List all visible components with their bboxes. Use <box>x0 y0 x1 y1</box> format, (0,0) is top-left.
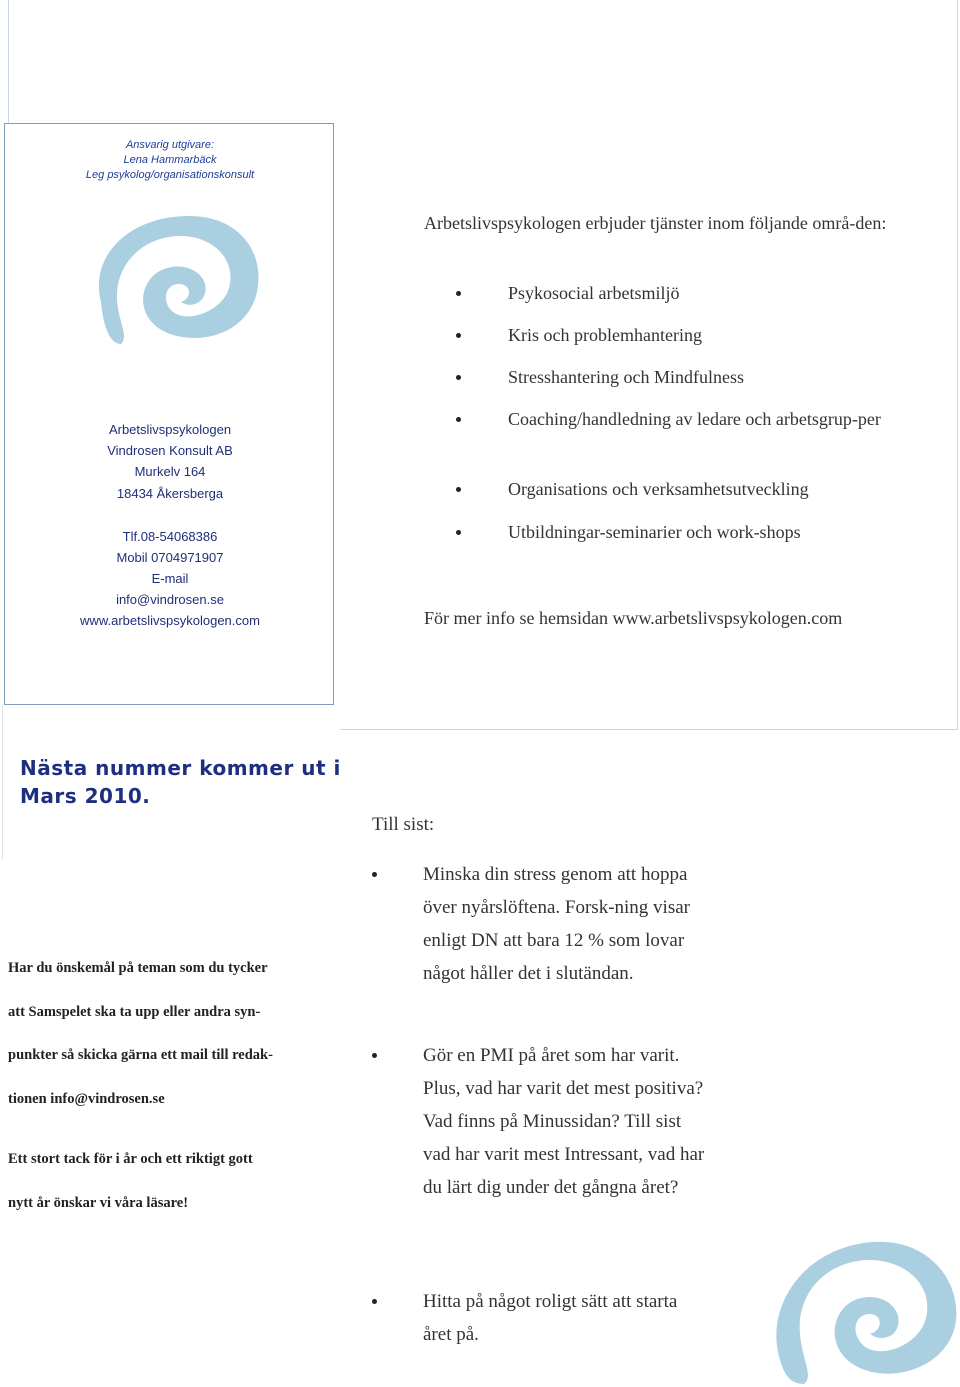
wishes-line: nytt år önskar vi våra läsare! <box>8 1195 189 1211</box>
address-city: 18434 Åkersberga <box>116 486 224 501</box>
tip-text: Minska din stress genom att hoppa över nyårslöftena. Forsk-ning visar enligt DN att bara 12 % som lovar något håller det i slutändan. <box>423 864 690 984</box>
bullet-icon <box>372 1299 377 1304</box>
wishes-line: punkter så skicka gärna ett mail till redak- <box>8 1047 273 1063</box>
tip-text: Gör en PMI på året som har varit. Plus, vad har varit det mest positiva? Vad finns på Minussidan? Till sist vad har varit mest Intressant, vad har du lärt dig under det gångna året? <box>423 1045 705 1198</box>
bullet-icon <box>456 417 461 422</box>
frame-line-left-lower <box>2 705 3 860</box>
bullet-icon <box>456 487 461 492</box>
address-email-label: E-mail <box>151 571 189 586</box>
address-street: Murkelv 164 <box>134 464 206 479</box>
till-sist-heading: Till sist: <box>372 814 435 835</box>
next-issue-heading: Nästa nummer kommer ut i Mars 2010. <box>20 756 341 808</box>
service-item-label: Stresshantering och Mindfulness <box>508 367 744 387</box>
service-item-label: Organisations och verksamhetsutveckling <box>508 479 809 499</box>
wishes-line: Har du önskemål på teman som du tycker <box>8 960 268 976</box>
service-item-label: Coaching/handledning av ledare och arbetsgrup-per <box>508 409 881 429</box>
wishes-line: att Samspelet ska ta upp eller andra syn- <box>8 1004 261 1020</box>
bullet-icon <box>456 530 461 535</box>
frame-line-right <box>957 0 958 730</box>
spiral-logo-icon <box>760 1220 960 1387</box>
services-intro: Arbetslivspsykologen erbjuder tjänster inom följande områ-den: <box>424 213 887 233</box>
service-item-label: Psykosocial arbetsmiljö <box>508 283 680 303</box>
more-info-text: För mer info se hemsidan www.arbetslivspsykologen.com <box>424 608 843 628</box>
tip-text: Hitta på något roligt sätt att starta året på. <box>423 1291 678 1345</box>
wishes-line: tionen info@vindrosen.se <box>8 1091 165 1107</box>
spiral-logo-icon <box>81 204 266 354</box>
bullet-icon <box>456 375 461 380</box>
service-item-label: Kris och problemhantering <box>508 325 702 345</box>
publisher-box <box>4 123 334 705</box>
bullet-icon <box>372 872 377 877</box>
publisher-title: Leg psykolog/organisationskonsult <box>85 169 255 181</box>
address-email-link[interactable]: info@vindrosen.se <box>116 592 224 607</box>
address-company: Arbetslivspsykologen <box>108 422 232 437</box>
bullet-icon <box>372 1053 377 1058</box>
bullet-icon <box>456 333 461 338</box>
bullet-icon <box>456 291 461 296</box>
frame-line-bottom <box>340 729 958 730</box>
address-company-ab: Vindrosen Konsult AB <box>107 443 233 458</box>
service-item-label: Utbildningar-seminarier och work-shops <box>508 522 801 542</box>
publisher-name: Lena Hammarbäck <box>123 154 217 166</box>
address-mobile: Mobil 0704971907 <box>116 550 224 565</box>
address-website-link[interactable]: www.arbetslivspsykologen.com <box>80 613 260 628</box>
frame-line-left <box>8 0 9 123</box>
publisher-heading: Ansvarig utgivare: <box>125 139 215 151</box>
address-phone: Tlf.08-54068386 <box>122 529 218 544</box>
wishes-line: Ett stort tack för i år och ett riktigt gott <box>8 1151 253 1167</box>
